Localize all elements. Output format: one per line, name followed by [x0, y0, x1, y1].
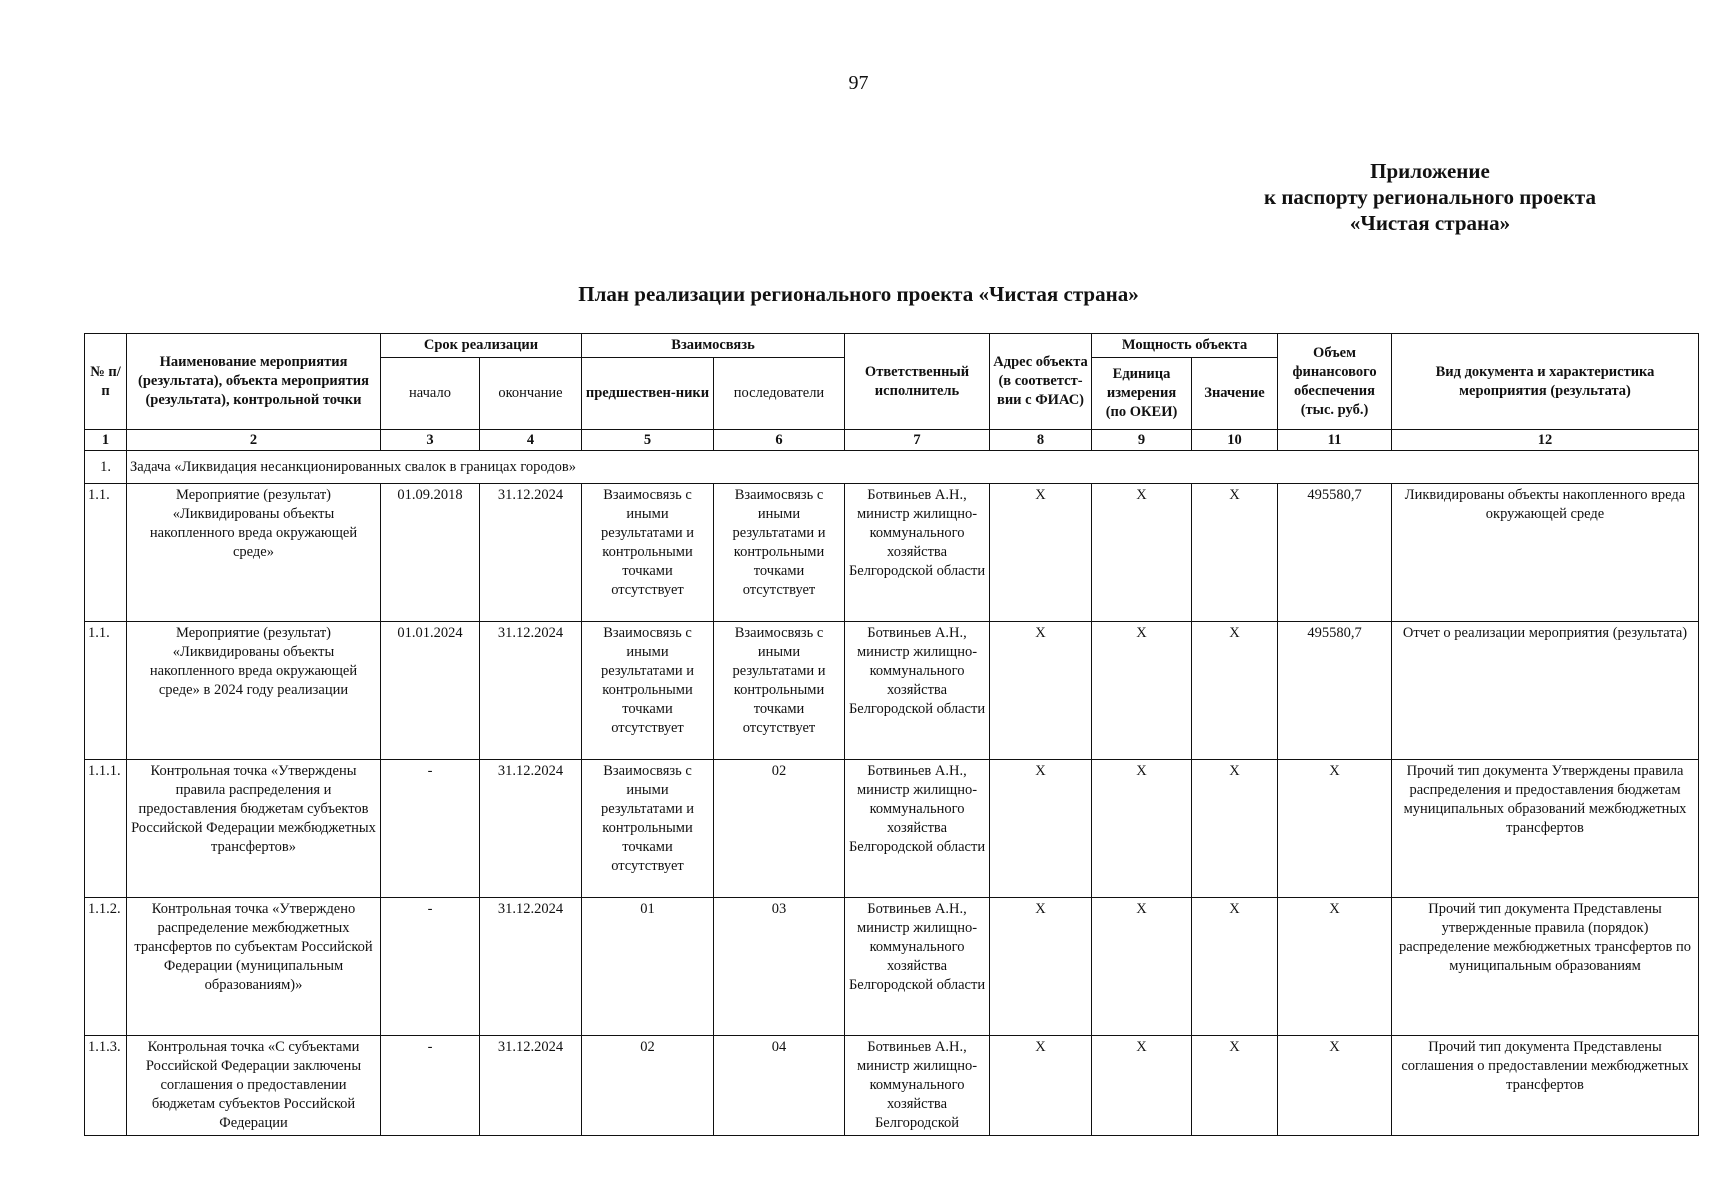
appendix-line-1: Приложение [1370, 159, 1490, 183]
column-number: 12 [1392, 430, 1699, 451]
column-number: 8 [990, 430, 1092, 451]
table-row [85, 622, 1699, 760]
row-predecessors: Взаимосвязь с иными результатами и контрольными точками отсутствует [582, 622, 714, 760]
column-number: 9 [1092, 430, 1192, 451]
row-successors: Взаимосвязь с иными результатами и контрольными точками отсутствует [714, 622, 845, 760]
row-executor: Ботвиньев А.Н., министр жилищно-коммунального хозяйства Белгородской области [845, 484, 990, 622]
row-predecessors: 02 [582, 1036, 714, 1136]
row-executor: Ботвиньев А.Н., министр жилищно-коммунального хозяйства Белгородской области [845, 760, 990, 898]
row-doc: Прочий тип документа Утверждены правила распределения и предоставления бюджетам муниципальных образований межбюджетных трансфертов [1392, 760, 1699, 898]
row-funding: 495580,7 [1278, 484, 1392, 622]
row-address: Х [990, 760, 1092, 898]
row-unit: Х [1092, 484, 1192, 622]
row-end: 31.12.2024 [480, 622, 582, 760]
row-start: - [381, 898, 480, 1036]
header-predecessors: предшествен-ники [582, 358, 714, 430]
appendix-line-2: к паспорту регионального проекта [1263, 185, 1596, 209]
table-row [85, 898, 1699, 1036]
row-funding: Х [1278, 898, 1392, 1036]
row-number: 1.1.1. [85, 760, 127, 898]
header-end: окончание [480, 358, 582, 430]
row-start: - [381, 1036, 480, 1136]
row-unit: Х [1092, 760, 1192, 898]
row-name: Контрольная точка «С субъектами Российской Федерации заключены соглашения о предоставлении бюджетам субъектов Российской Федерации [127, 1036, 381, 1136]
row-address: Х [990, 1036, 1092, 1136]
header-start: начало [381, 358, 480, 430]
column-number: 4 [480, 430, 582, 451]
row-doc: Отчет о реализации мероприятия (результата) [1392, 622, 1699, 760]
row-name: Мероприятие (результат) «Ликвидированы объекты накопленного вреда окружающей среде» [127, 484, 381, 622]
row-value: Х [1192, 898, 1278, 1036]
header-address: Адрес объекта (в соответст-вии с ФИАС) [990, 334, 1092, 430]
row-executor: Ботвиньев А.Н., министр жилищно-коммунального хозяйства Белгородской области [845, 622, 990, 760]
row-start: 01.09.2018 [381, 484, 480, 622]
row-successors: 03 [714, 898, 845, 1036]
column-number: 7 [845, 430, 990, 451]
row-executor: Ботвиньев А.Н., министр жилищно-коммунального хозяйства Белгородской области [845, 898, 990, 1036]
appendix-heading [1180, 158, 1680, 236]
column-number: 3 [381, 430, 480, 451]
row-funding: 495580,7 [1278, 622, 1392, 760]
header-term: Срок реализации [381, 334, 582, 358]
row-address: Х [990, 898, 1092, 1036]
row-end: 31.12.2024 [480, 1036, 582, 1136]
page-number: 97 [848, 72, 869, 94]
row-end: 31.12.2024 [480, 484, 582, 622]
row-unit: Х [1092, 898, 1192, 1036]
row-value: Х [1192, 1036, 1278, 1136]
row-predecessors: 01 [582, 898, 714, 1036]
row-number: 1.1.2. [85, 898, 127, 1036]
row-predecessors: Взаимосвязь с иными результатами и контрольными точками отсутствует [582, 484, 714, 622]
row-funding: Х [1278, 1036, 1392, 1136]
table-row [85, 484, 1699, 622]
row-predecessors: Взаимосвязь с иными результатами и контрольными точками отсутствует [582, 760, 714, 898]
row-doc: Прочий тип документа Представлены соглашения о предоставлении межбюджетных трансфертов [1392, 1036, 1699, 1136]
task-text: Задача «Ликвидация несанкционированных свалок в границах городов» [127, 451, 1699, 484]
header-successors: последователи [714, 358, 845, 430]
row-end: 31.12.2024 [480, 898, 582, 1036]
table-row [85, 1036, 1699, 1136]
appendix-line-3: «Чистая страна» [1349, 211, 1511, 235]
plan-title: План реализации регионального проекта «Чистая страна» [578, 282, 1139, 306]
row-executor: Ботвиньев А.Н., министр жилищно-коммунального хозяйства Белгородской [845, 1036, 990, 1136]
header-value: Значение [1192, 358, 1278, 430]
task-number: 1. [85, 451, 127, 484]
plan-table [84, 333, 1699, 1136]
header-unit: Единица измерения (по ОКЕИ) [1092, 358, 1192, 430]
column-number: 1 [85, 430, 127, 451]
row-number: 1.1. [85, 484, 127, 622]
row-doc: Прочий тип документа Представлены утвержденные правила (порядок) распределение межбюджетных трансфертов по муниципальным образованиям [1392, 898, 1699, 1036]
column-number: 6 [714, 430, 845, 451]
header-name: Наименование мероприятия (результата), объекта мероприятия (результата), контрольной точки [127, 334, 381, 430]
row-successors: 02 [714, 760, 845, 898]
row-address: Х [990, 622, 1092, 760]
column-number-row [85, 430, 1699, 451]
header-capacity: Мощность объекта [1092, 334, 1278, 358]
header-num: № п/п [85, 334, 127, 430]
row-number: 1.1. [85, 622, 127, 760]
header-funding: Объем финансового обеспечения (тыс. руб.) [1278, 334, 1392, 430]
header-executor: Ответственный исполнитель [845, 334, 990, 430]
row-end: 31.12.2024 [480, 760, 582, 898]
task-row [85, 451, 1699, 484]
row-number: 1.1.3. [85, 1036, 127, 1136]
row-successors: 04 [714, 1036, 845, 1136]
row-successors: Взаимосвязь с иными результатами и контрольными точками отсутствует [714, 484, 845, 622]
row-unit: Х [1092, 622, 1192, 760]
row-funding: Х [1278, 760, 1392, 898]
row-value: Х [1192, 622, 1278, 760]
row-name: Мероприятие (результат) «Ликвидированы объекты накопленного вреда окружающей среде» в 2024 году реализации [127, 622, 381, 760]
column-number: 11 [1278, 430, 1392, 451]
header-doc: Вид документа и характеристика мероприятия (результата) [1392, 334, 1699, 430]
row-start: 01.01.2024 [381, 622, 480, 760]
row-address: Х [990, 484, 1092, 622]
row-doc: Ликвидированы объекты накопленного вреда окружающей среде [1392, 484, 1699, 622]
column-number: 5 [582, 430, 714, 451]
column-number: 2 [127, 430, 381, 451]
row-value: Х [1192, 760, 1278, 898]
column-number: 10 [1192, 430, 1278, 451]
row-value: Х [1192, 484, 1278, 622]
table-row [85, 760, 1699, 898]
row-name: Контрольная точка «Утверждены правила распределения и предоставления бюджетам субъектов Российской Федерации межбюджетных трансфертов» [127, 760, 381, 898]
row-name: Контрольная точка «Утверждено распределение межбюджетных трансфертов по субъектам Российской Федерации (муниципальным образованиям)» [127, 898, 381, 1036]
row-unit: Х [1092, 1036, 1192, 1136]
header-relation: Взаимосвязь [582, 334, 845, 358]
row-start: - [381, 760, 480, 898]
